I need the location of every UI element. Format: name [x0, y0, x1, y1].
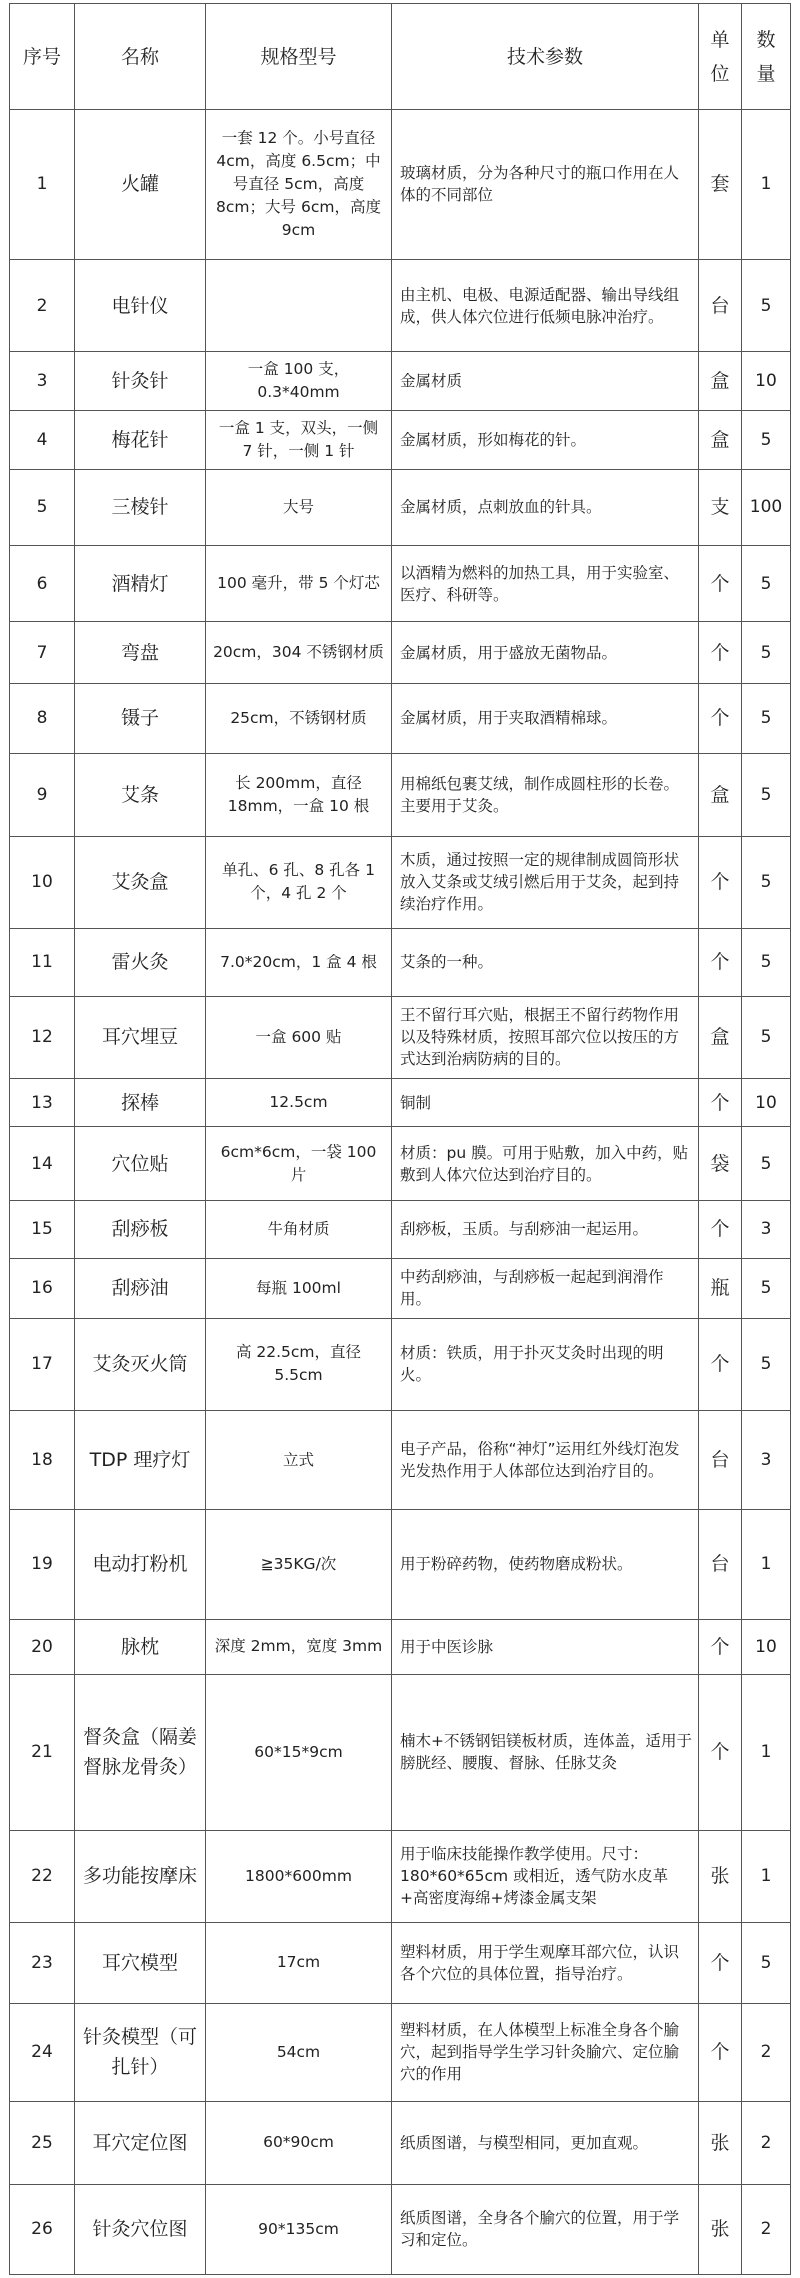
row-unit-cell: 盒	[699, 996, 742, 1078]
row-unit-cell: 盒	[699, 352, 742, 411]
row-spec-cell	[206, 259, 392, 351]
row-tech-cell: 艾条的一种。	[392, 928, 699, 996]
row-spec-cell: 20cm，304 不锈钢材质	[206, 622, 392, 684]
table-row	[10, 684, 791, 753]
row-name-cell: 火罐	[75, 110, 206, 260]
row-name-cell: 针灸模型（可扎针）	[75, 2003, 206, 2101]
row-seq-cell: 12	[10, 996, 75, 1078]
row-qty-cell: 5	[742, 259, 791, 351]
row-spec-cell: 单孔、6 孔、8 孔各 1 个，4 孔 2 个	[206, 836, 392, 928]
table-body	[10, 110, 791, 2275]
row-seq-cell: 6	[10, 545, 75, 621]
row-seq-cell: 5	[10, 469, 75, 545]
row-seq-cell: 7	[10, 622, 75, 684]
row-tech-cell: 金属材质，形如梅花的针。	[392, 411, 699, 470]
row-unit-cell: 支	[699, 469, 742, 545]
table-row	[10, 1410, 791, 1509]
row-spec-cell: 100 毫升，带 5 个灯芯	[206, 545, 392, 621]
row-name-cell: 雷火灸	[75, 928, 206, 996]
row-tech-cell: 用于临床技能操作教学使用。尺寸：180*60*65cm 或相近，透气防水皮革+高密度海绵+烤漆金属支架	[392, 1830, 699, 1922]
row-qty-cell: 3	[742, 1201, 791, 1259]
row-unit-cell: 个	[699, 2003, 742, 2101]
row-qty-cell: 5	[742, 928, 791, 996]
equipment-table	[9, 3, 791, 2275]
row-tech-cell: 王不留行耳穴贴，根据王不留行药物作用以及特殊材质，按照耳部穴位以按压的方式达到治病防病的目的。	[392, 996, 699, 1078]
row-name-cell: 酒精灯	[75, 545, 206, 621]
row-qty-cell: 10	[742, 352, 791, 411]
row-spec-cell: 12.5cm	[206, 1078, 392, 1126]
row-seq-cell: 14	[10, 1127, 75, 1201]
row-name-cell: 探棒	[75, 1078, 206, 1126]
header-seq: 序号	[10, 4, 75, 110]
row-spec-cell: 一盒 1 支，双头，一侧 7 针，一侧 1 针	[206, 411, 392, 470]
row-tech-cell: 金属材质，点刺放血的针具。	[392, 469, 699, 545]
table-row	[10, 1318, 791, 1410]
row-name-cell: 镊子	[75, 684, 206, 753]
row-seq-cell: 23	[10, 1923, 75, 2004]
row-spec-cell: 高 22.5cm，直径 5.5cm	[206, 1318, 392, 1410]
table-row	[10, 411, 791, 470]
row-tech-cell: 金属材质	[392, 352, 699, 411]
row-name-cell: 艾灸灭火筒	[75, 1318, 206, 1410]
row-spec-cell: 长 200mm，直径 18mm，一盒 10 根	[206, 753, 392, 836]
row-tech-cell: 金属材质，用于夹取酒精棉球。	[392, 684, 699, 753]
row-spec-cell: 1800*600mm	[206, 1830, 392, 1922]
row-unit-cell: 台	[699, 259, 742, 351]
row-spec-cell: 54cm	[206, 2003, 392, 2101]
row-seq-cell: 16	[10, 1258, 75, 1318]
header-row	[10, 4, 791, 110]
row-unit-cell: 个	[699, 928, 742, 996]
table-row	[10, 1830, 791, 1922]
row-tech-cell: 金属材质，用于盛放无菌物品。	[392, 622, 699, 684]
row-tech-cell: 纸质图谱，与模型相同，更加直观。	[392, 2101, 699, 2184]
table-row	[10, 1201, 791, 1259]
row-tech-cell: 电子产品，俗称“神灯”运用红外线灯泡发光发热作用于人体部位达到治疗目的。	[392, 1410, 699, 1509]
row-unit-cell: 盒	[699, 411, 742, 470]
table-row	[10, 1619, 791, 1674]
row-unit-cell: 袋	[699, 1127, 742, 1201]
table-row	[10, 753, 791, 836]
row-unit-cell: 张	[699, 1830, 742, 1922]
row-seq-cell: 13	[10, 1078, 75, 1126]
row-spec-cell: 25cm，不锈钢材质	[206, 684, 392, 753]
table-row	[10, 469, 791, 545]
row-tech-cell: 木质，通过按照一定的规律制成圆筒形状放入艾条或艾绒引燃后用于艾灸，起到持续治疗作用。	[392, 836, 699, 928]
row-qty-cell: 5	[742, 545, 791, 621]
row-name-cell: 刮痧板	[75, 1201, 206, 1259]
row-name-cell: 督灸盒（隔姜督脉龙骨灸）	[75, 1675, 206, 1831]
row-seq-cell: 25	[10, 2101, 75, 2184]
row-unit-cell: 个	[699, 1923, 742, 2004]
row-qty-cell: 5	[742, 1127, 791, 1201]
row-seq-cell: 2	[10, 259, 75, 351]
row-tech-cell: 材质：pu 膜。可用于贴敷，加入中药，贴敷到人体穴位达到治疗目的。	[392, 1127, 699, 1201]
row-unit-cell: 张	[699, 2184, 742, 2274]
row-name-cell: 穴位贴	[75, 1127, 206, 1201]
row-name-cell: 脉枕	[75, 1619, 206, 1674]
table-row	[10, 545, 791, 621]
row-seq-cell: 8	[10, 684, 75, 753]
row-spec-cell: 一盒 600 贴	[206, 996, 392, 1078]
row-qty-cell: 5	[742, 1923, 791, 2004]
row-name-cell: 三棱针	[75, 469, 206, 545]
row-spec-cell: 17cm	[206, 1923, 392, 2004]
row-name-cell: 刮痧油	[75, 1258, 206, 1318]
table-row	[10, 836, 791, 928]
table-row	[10, 2184, 791, 2274]
row-tech-cell: 由主机、电极、电源适配器、输出导线组成，供人体穴位进行低频电脉冲治疗。	[392, 259, 699, 351]
row-seq-cell: 4	[10, 411, 75, 470]
row-name-cell: 梅花针	[75, 411, 206, 470]
row-qty-cell: 10	[742, 1619, 791, 1674]
row-spec-cell: 6cm*6cm，一袋 100 片	[206, 1127, 392, 1201]
row-seq-cell: 19	[10, 1510, 75, 1620]
row-unit-cell: 个	[699, 1318, 742, 1410]
row-unit-cell: 个	[699, 1078, 742, 1126]
header-unit: 单位	[699, 4, 742, 110]
row-unit-cell: 个	[699, 545, 742, 621]
row-qty-cell: 3	[742, 1410, 791, 1509]
row-seq-cell: 20	[10, 1619, 75, 1674]
row-name-cell: TDP 理疗灯	[75, 1410, 206, 1509]
row-unit-cell: 个	[699, 1619, 742, 1674]
header-tech: 技术参数	[392, 4, 699, 110]
row-spec-cell: ≧35KG/次	[206, 1510, 392, 1620]
row-qty-cell: 2	[742, 2101, 791, 2184]
row-qty-cell: 5	[742, 684, 791, 753]
row-qty-cell: 10	[742, 1078, 791, 1126]
row-unit-cell: 台	[699, 1410, 742, 1509]
equipment-table-container	[9, 3, 790, 2275]
row-tech-cell: 塑料材质，用于学生观摩耳部穴位，认识各个穴位的具体位置，指导治疗。	[392, 1923, 699, 2004]
row-spec-cell: 每瓶 100ml	[206, 1258, 392, 1318]
row-qty-cell: 2	[742, 2003, 791, 2101]
row-qty-cell: 5	[742, 411, 791, 470]
row-tech-cell: 用棉纸包裹艾绒，制作成圆柱形的长卷。主要用于艾灸。	[392, 753, 699, 836]
row-seq-cell: 21	[10, 1675, 75, 1831]
row-qty-cell: 5	[742, 753, 791, 836]
row-seq-cell: 18	[10, 1410, 75, 1509]
row-seq-cell: 24	[10, 2003, 75, 2101]
row-name-cell: 艾条	[75, 753, 206, 836]
row-spec-cell: 大号	[206, 469, 392, 545]
row-tech-cell: 塑料材质，在人体模型上标准全身各个腧穴，起到指导学生学习针灸腧穴、定位腧穴的作用	[392, 2003, 699, 2101]
header-name: 名称	[75, 4, 206, 110]
row-qty-cell: 100	[742, 469, 791, 545]
row-unit-cell: 张	[699, 2101, 742, 2184]
row-name-cell: 耳穴定位图	[75, 2101, 206, 2184]
row-seq-cell: 3	[10, 352, 75, 411]
row-tech-cell: 材质：铁质，用于扑灭艾灸时出现的明火。	[392, 1318, 699, 1410]
row-seq-cell: 15	[10, 1201, 75, 1259]
row-name-cell: 耳穴模型	[75, 1923, 206, 2004]
row-spec-cell: 深度 2mm，宽度 3mm	[206, 1619, 392, 1674]
row-seq-cell: 26	[10, 2184, 75, 2274]
row-seq-cell: 9	[10, 753, 75, 836]
header-qty: 数量	[742, 4, 791, 110]
row-qty-cell: 1	[742, 1510, 791, 1620]
row-qty-cell: 1	[742, 110, 791, 260]
table-row	[10, 110, 791, 260]
row-unit-cell: 个	[699, 1201, 742, 1259]
row-name-cell: 针灸针	[75, 352, 206, 411]
table-row	[10, 352, 791, 411]
table-row	[10, 1510, 791, 1620]
row-tech-cell: 玻璃材质，分为各种尺寸的瓶口作用在人体的不同部位	[392, 110, 699, 260]
row-unit-cell: 台	[699, 1510, 742, 1620]
row-spec-cell: 7.0*20cm，1 盒 4 根	[206, 928, 392, 996]
row-seq-cell: 1	[10, 110, 75, 260]
row-unit-cell: 个	[699, 836, 742, 928]
row-unit-cell: 套	[699, 110, 742, 260]
header-spec: 规格型号	[206, 4, 392, 110]
table-row	[10, 2101, 791, 2184]
row-name-cell: 针灸穴位图	[75, 2184, 206, 2274]
row-unit-cell: 个	[699, 684, 742, 753]
row-qty-cell: 5	[742, 996, 791, 1078]
row-qty-cell: 2	[742, 2184, 791, 2274]
table-row	[10, 259, 791, 351]
row-tech-cell: 刮痧板，玉质。与刮痧油一起运用。	[392, 1201, 699, 1259]
row-name-cell: 耳穴埋豆	[75, 996, 206, 1078]
row-tech-cell: 楠木+不锈钢铝镁板材质，连体盖，适用于膀胱经、腰腹、督脉、任脉艾灸	[392, 1675, 699, 1831]
row-seq-cell: 22	[10, 1830, 75, 1922]
row-tech-cell: 用于中医诊脉	[392, 1619, 699, 1674]
row-spec-cell: 60*15*9cm	[206, 1675, 392, 1831]
row-tech-cell: 用于粉碎药物，使药物磨成粉状。	[392, 1510, 699, 1620]
row-spec-cell: 60*90cm	[206, 2101, 392, 2184]
row-qty-cell: 5	[742, 1258, 791, 1318]
row-unit-cell: 瓶	[699, 1258, 742, 1318]
table-row	[10, 996, 791, 1078]
row-qty-cell: 1	[742, 1675, 791, 1831]
table-row	[10, 1127, 791, 1201]
row-name-cell: 弯盘	[75, 622, 206, 684]
row-name-cell: 电针仪	[75, 259, 206, 351]
row-name-cell: 电动打粉机	[75, 1510, 206, 1620]
row-tech-cell: 以酒精为燃料的加热工具，用于实验室、医疗、科研等。	[392, 545, 699, 621]
table-row	[10, 622, 791, 684]
table-row	[10, 1675, 791, 1831]
row-tech-cell: 中药刮痧油，与刮痧板一起起到润滑作用。	[392, 1258, 699, 1318]
row-spec-cell: 90*135cm	[206, 2184, 392, 2274]
row-qty-cell: 5	[742, 1318, 791, 1410]
row-tech-cell: 铜制	[392, 1078, 699, 1126]
row-seq-cell: 10	[10, 836, 75, 928]
row-spec-cell: 立式	[206, 1410, 392, 1509]
row-name-cell: 艾灸盒	[75, 836, 206, 928]
row-unit-cell: 个	[699, 622, 742, 684]
row-qty-cell: 5	[742, 622, 791, 684]
row-seq-cell: 17	[10, 1318, 75, 1410]
table-row	[10, 2003, 791, 2101]
row-qty-cell: 1	[742, 1830, 791, 1922]
row-name-cell: 多功能按摩床	[75, 1830, 206, 1922]
row-tech-cell: 纸质图谱，全身各个腧穴的位置，用于学习和定位。	[392, 2184, 699, 2274]
row-unit-cell: 个	[699, 1675, 742, 1831]
table-row	[10, 1078, 791, 1126]
row-spec-cell: 一盒 100 支，0.3*40mm	[206, 352, 392, 411]
table-row	[10, 1258, 791, 1318]
table-row	[10, 1923, 791, 2004]
row-spec-cell: 一套 12 个。小号直径 4cm，高度 6.5cm；中号直径 5cm，高度 8cm；大号 6cm，高度 9cm	[206, 110, 392, 260]
row-spec-cell: 牛角材质	[206, 1201, 392, 1259]
table-row	[10, 928, 791, 996]
row-seq-cell: 11	[10, 928, 75, 996]
row-qty-cell: 5	[742, 836, 791, 928]
row-unit-cell: 盒	[699, 753, 742, 836]
